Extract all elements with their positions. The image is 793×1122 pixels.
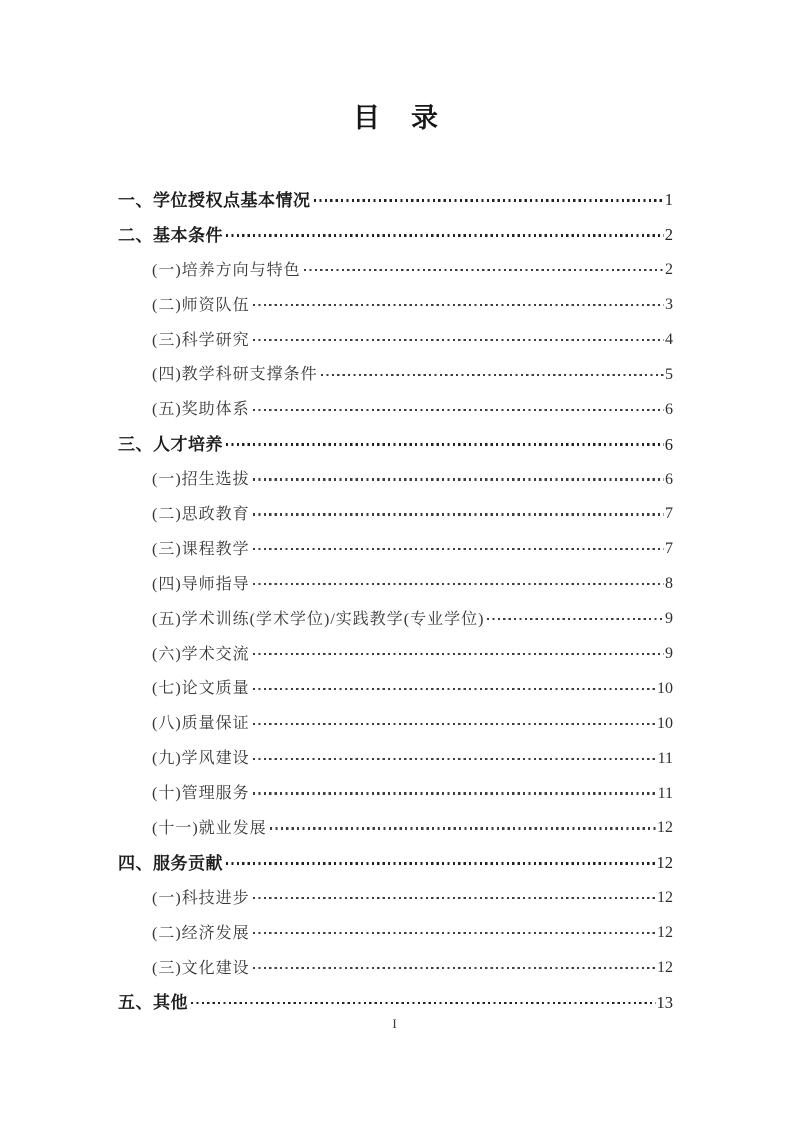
dot-leader — [226, 234, 664, 237]
toc-entry[interactable] — [118, 983, 673, 1018]
toc-entry-label: (二)思政教育 — [152, 505, 250, 523]
toc-entry-label: (二)经济发展 — [152, 924, 250, 942]
toc-entry[interactable] — [118, 495, 673, 530]
toc-entry-label: (二)师资队伍 — [152, 296, 250, 314]
toc-entry-page: 2 — [664, 225, 673, 245]
toc-entry-page: 5 — [665, 365, 673, 383]
dot-leader — [191, 1002, 656, 1005]
toc-entry[interactable] — [118, 774, 673, 809]
toc-entry-label: (五)学术训练(学术学位)/实践教学(专业学位) — [152, 610, 485, 628]
dot-leader — [253, 513, 664, 515]
toc-entry[interactable] — [118, 739, 673, 774]
toc-entry-page: 12 — [657, 889, 673, 907]
toc-entry-label: (四)导师指导 — [152, 575, 250, 593]
dot-leader — [253, 478, 664, 480]
toc-entry-page: 6 — [664, 434, 673, 454]
dot-leader — [253, 409, 664, 411]
toc-entry-label: (一)科技进步 — [152, 889, 250, 907]
page-title: 目 录 — [353, 103, 440, 133]
toc-entry-page: 12 — [657, 819, 673, 837]
dot-leader — [253, 758, 657, 760]
dot-leader — [253, 653, 664, 655]
toc-entry-label: (一)招生选拔 — [152, 471, 250, 489]
toc-entry[interactable] — [118, 879, 673, 914]
dot-leader — [253, 932, 656, 934]
toc-entry[interactable] — [118, 181, 673, 216]
toc-entry-label: (九)学风建设 — [152, 750, 250, 768]
toc-entry-page: 6 — [665, 400, 673, 418]
toc-entry-page: 9 — [665, 610, 673, 628]
toc-entry-label: 二、基本条件 — [118, 225, 223, 245]
toc-entry-page: 11 — [657, 784, 673, 802]
toc-entry-label: (七)论文质量 — [152, 680, 250, 698]
toc-entry-label: (一)培养方向与特色 — [152, 261, 301, 279]
toc-entry-label: (十)管理服务 — [152, 785, 250, 803]
toc-entry[interactable] — [118, 635, 673, 670]
toc-entry-page: 2 — [665, 261, 673, 279]
dot-leader — [253, 339, 664, 341]
toc-entry-page: 9 — [665, 645, 673, 663]
dot-leader — [487, 618, 664, 620]
dot-leader — [253, 967, 656, 969]
toc-entry-label: 三、人才培养 — [118, 435, 223, 455]
toc-entry-label: (四)教学科研支撑条件 — [152, 366, 318, 384]
toc-entry[interactable] — [118, 355, 673, 390]
toc-entry[interactable] — [118, 216, 673, 251]
toc-entry[interactable] — [118, 390, 673, 425]
toc-entry-label: (三)课程教学 — [152, 540, 250, 558]
toc-entry-page: 7 — [665, 505, 673, 523]
toc-entry-page: 11 — [657, 749, 673, 767]
toc-entry-page: 7 — [665, 540, 673, 558]
toc-entry[interactable] — [118, 425, 673, 460]
toc-entry-page: 6 — [665, 470, 673, 488]
toc-entry-label: (五)奖助体系 — [152, 401, 250, 419]
dot-leader — [226, 443, 664, 446]
toc-entry[interactable] — [118, 914, 673, 949]
toc-entry[interactable] — [118, 949, 673, 984]
dot-leader — [304, 269, 664, 271]
toc-entry[interactable] — [118, 460, 673, 495]
dot-leader — [253, 723, 656, 725]
toc-entry-page: 4 — [665, 331, 673, 348]
toc-entry[interactable] — [118, 600, 673, 635]
dot-leader — [253, 548, 664, 550]
toc-entry[interactable] — [118, 565, 673, 600]
toc-entry[interactable] — [118, 844, 673, 879]
toc-entry-label: 五、其他 — [118, 993, 188, 1013]
toc-entry[interactable] — [118, 530, 673, 565]
dot-leader — [253, 897, 656, 899]
toc-entry[interactable] — [118, 321, 673, 356]
toc-entry-page: 1 — [664, 190, 673, 210]
toc-entry-page: 13 — [656, 992, 673, 1012]
dot-leader — [253, 688, 656, 690]
toc-entry-page: 12 — [657, 924, 673, 942]
toc-entry-label: 一、学位授权点基本情况 — [118, 190, 311, 210]
toc-entry[interactable] — [118, 251, 673, 286]
dot-leader — [253, 304, 664, 306]
toc-entry-label: (六)学术交流 — [152, 645, 250, 663]
toc-entry-label: 四、服务贡献 — [118, 853, 223, 873]
toc-entry-page: 3 — [665, 296, 673, 314]
toc-entry-label: (三)科学研究 — [152, 331, 250, 349]
dot-leader — [226, 862, 656, 865]
toc-entry[interactable] — [118, 669, 673, 704]
toc-entry[interactable] — [118, 286, 673, 321]
toc-entry-label: (十一)就业发展 — [152, 819, 267, 837]
dot-leader — [253, 583, 664, 585]
toc-entry-label: (八)质量保证 — [152, 715, 250, 733]
toc-entry-page: 12 — [656, 853, 673, 873]
dot-leader — [314, 199, 664, 202]
toc-entry-label: (三)文化建设 — [152, 959, 250, 977]
toc-entry[interactable] — [118, 809, 673, 844]
toc-list — [118, 181, 673, 1018]
toc-entry-page: 12 — [657, 959, 673, 977]
footer-page-number: I — [392, 1016, 397, 1031]
toc-entry[interactable] — [118, 704, 673, 739]
toc-entry-page: 10 — [657, 679, 673, 697]
dot-leader — [270, 827, 656, 829]
toc-entry-page: 10 — [657, 714, 673, 732]
dot-leader — [321, 374, 664, 376]
dot-leader — [253, 792, 657, 794]
toc-entry-page: 8 — [665, 575, 673, 593]
